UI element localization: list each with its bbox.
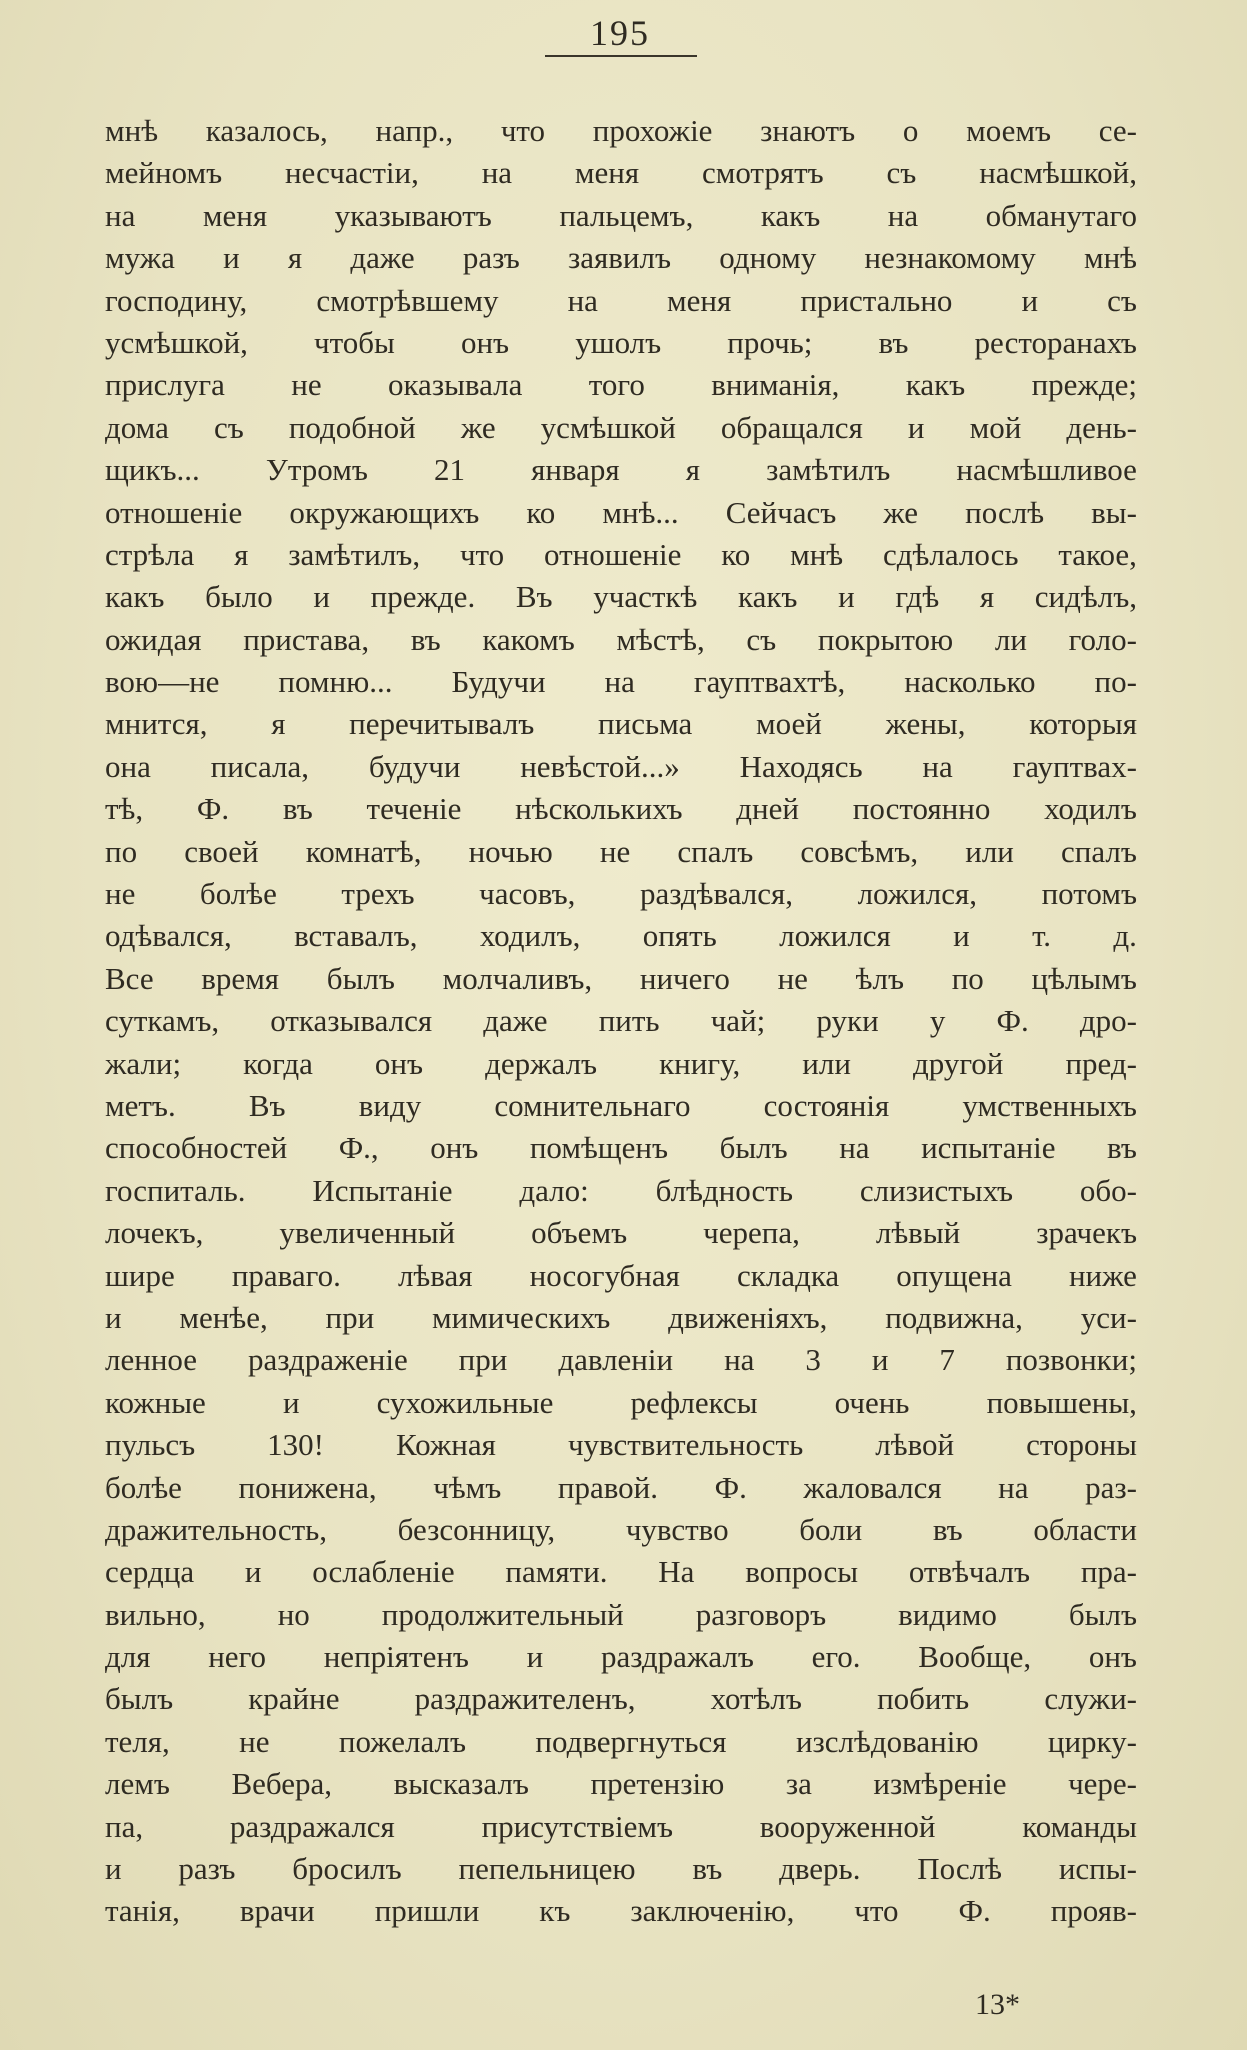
text-line: танія, врачи пришли къ заключенію, что Ф. прояв- — [105, 1893, 1137, 1929]
text-line: пульсъ 130! Кожная чувствительность лѣвой стороны — [105, 1427, 1137, 1463]
text-line: былъ крайне раздражителенъ, хотѣлъ побить служи- — [105, 1681, 1137, 1717]
text-line: сердца и ослабленіе памяти. На вопросы отвѣчалъ пра- — [105, 1554, 1137, 1590]
text-line: она писала, будучи невѣстой...» Находясь на гауптвах- — [105, 748, 1137, 784]
text-line: одѣвался, вставалъ, ходилъ, опять ложился и т. д. — [105, 918, 1137, 954]
text-line: лемъ Вебера, высказалъ претензію за измѣреніе чере- — [105, 1766, 1137, 1802]
text-line: стрѣла я замѣтилъ, что отношеніе ко мнѣ сдѣлалось такое, — [105, 536, 1137, 572]
text-line: тѣ, Ф. въ теченіе нѣсколькихъ дней постоянно ходилъ — [105, 791, 1137, 827]
text-line: теля, не пожелалъ подвергнуться изслѣдованію цирку- — [105, 1723, 1137, 1759]
text-line: щикъ... Утромъ 21 января я замѣтилъ насмѣшливое — [105, 452, 1137, 488]
text-line: жали; когда онъ держалъ книгу, или другой пред- — [105, 1045, 1137, 1081]
text-line: болѣе понижена, чѣмъ правой. Ф. жаловался на раз- — [105, 1469, 1137, 1505]
signature-mark: 13* — [975, 1988, 1020, 2021]
text-line: какъ было и прежде. Въ участкѣ какъ и гдѣ я сидѣлъ, — [105, 579, 1137, 615]
text-line: шире праваго. лѣвая носогубная складка опущена ниже — [105, 1257, 1137, 1293]
text-line: и менѣе, при мимическихъ движеніяхъ, подвижна, уси- — [105, 1299, 1137, 1335]
text-line: па, раздражался присутствіемъ вооруженной команды — [105, 1808, 1137, 1844]
text-line: ленное раздраженіе при давленіи на 3 и 7 позвонки; — [105, 1342, 1137, 1378]
text-line: мужа и я даже разъ заявилъ одному незнакомому мнѣ — [105, 240, 1137, 276]
text-line: прислуга не оказывала того вниманія, какъ прежде; — [105, 367, 1137, 403]
text-line: усмѣшкой, чтобы онъ ушолъ прочь; въ ресторанахъ — [105, 324, 1137, 360]
text-line: господину, смотрѣвшему на меня пристально и съ — [105, 282, 1137, 318]
body-text — [105, 110, 1137, 1933]
page-number: 195 — [590, 13, 650, 53]
text-line: отношеніе окружающихъ ко мнѣ... Сейчасъ же послѣ вы- — [105, 494, 1137, 530]
text-line: дражительность, безсонницу, чувство боли въ области — [105, 1511, 1137, 1547]
text-line: вильно, но продолжительный разговоръ видимо былъ — [105, 1596, 1137, 1632]
text-line: кожные и сухожильные рефлексы очень повышены, — [105, 1384, 1137, 1420]
text-line: на меня указываютъ пальцемъ, какъ на обманутаго — [105, 197, 1137, 233]
text-line: госпиталь. Испытаніе дало: блѣдность слизистыхъ обо- — [105, 1172, 1137, 1208]
text-line: ожидая пристава, въ какомъ мѣстѣ, съ покрытою ли голо- — [105, 621, 1137, 657]
text-line: мейномъ несчастіи, на меня смотрятъ съ насмѣшкой, — [105, 155, 1137, 191]
text-line: мнѣ казалось, напр., что прохожіе знаютъ о моемъ се- — [105, 113, 1137, 148]
text-line: не болѣе трехъ часовъ, раздѣвался, ложился, потомъ — [105, 876, 1137, 912]
text-line: способностей Ф., онъ помѣщенъ былъ на испытаніе въ — [105, 1130, 1137, 1166]
text-line: лочекъ, увеличенный объемъ черепа, лѣвый зрачекъ — [105, 1215, 1137, 1251]
text-line: для него непріятенъ и раздражалъ его. Вообще, онъ — [105, 1639, 1137, 1675]
header-rule — [545, 55, 697, 57]
text-line: и разъ бросилъ пепельницею въ дверь. Послѣ испы- — [105, 1851, 1137, 1887]
text-line: Все время былъ молчаливъ, ничего не ѣлъ по цѣлымъ — [105, 960, 1137, 996]
text-line: суткамъ, отказывался даже пить чай; руки у Ф. дро- — [105, 1003, 1137, 1039]
text-line: метъ. Въ виду сомнительнаго состоянія умственныхъ — [105, 1087, 1137, 1123]
text-line: мнится, я перечитывалъ письма моей жены, которыя — [105, 706, 1137, 742]
text-line: по своей комнатѣ, ночью не спалъ совсѣмъ, или спалъ — [105, 833, 1137, 869]
text-line: дома съ подобной же усмѣшкой обращался и мой день- — [105, 409, 1137, 445]
text-line: вою—не помню... Будучи на гауптвахтѣ, насколько по- — [105, 664, 1137, 700]
